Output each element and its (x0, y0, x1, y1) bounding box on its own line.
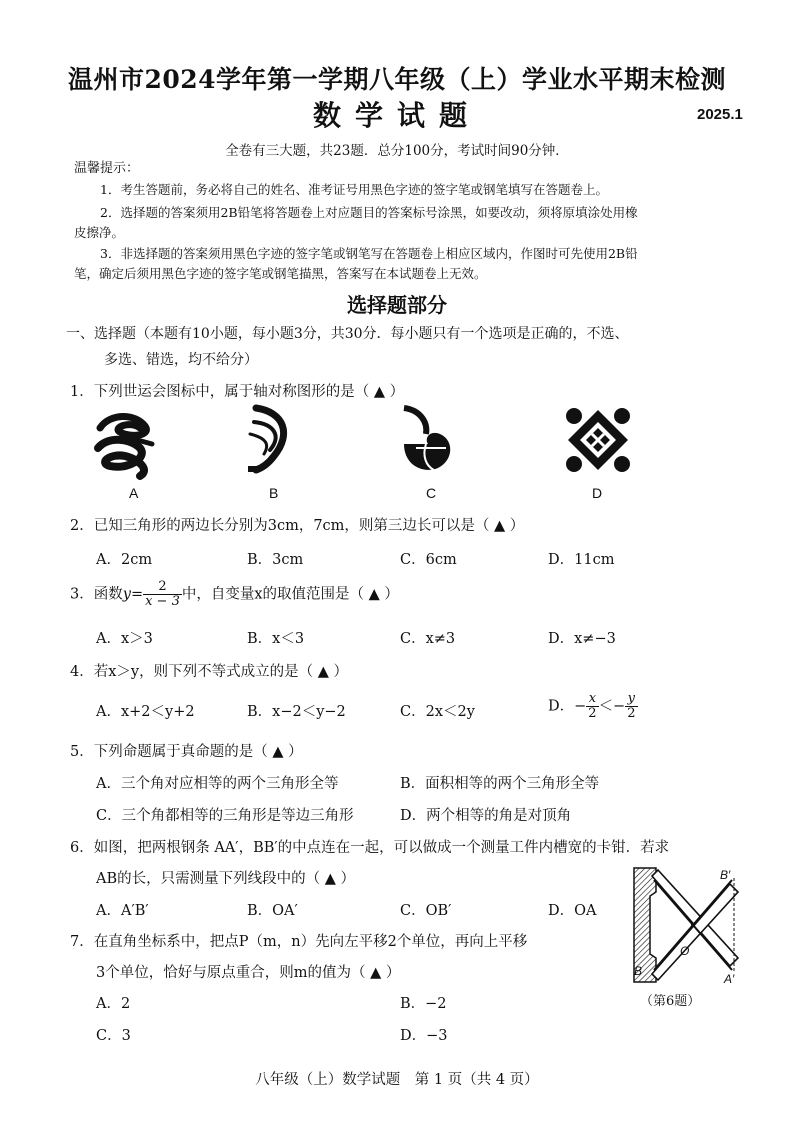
subject-title: 数学试题 (312, 99, 481, 132)
q2-option-c: C．6cm (400, 552, 457, 568)
q6-option-d: D．OA (548, 903, 597, 919)
logo-b-icon (244, 404, 294, 478)
q6-label-b-prime: B′ (720, 868, 731, 882)
q4-option-b: B．x−2＜y−2 (247, 704, 346, 720)
q1-label-a: A (129, 485, 139, 501)
q6-label-b: B (634, 964, 643, 978)
q6-label-o: O (680, 944, 690, 958)
q2-option-b: B．3cm (247, 552, 304, 568)
q3-denominator: x − 3 (145, 594, 180, 609)
exam-date: 2025.1 (697, 106, 743, 123)
logo-d-icon (562, 404, 634, 476)
q7-option-d: D．−3 (400, 1028, 448, 1044)
q5-option-c: C．三个角都相等的三角形是等边三角形 (96, 808, 354, 824)
q1-label-c: C (426, 485, 437, 501)
q6-option-a: A．A′B′ (96, 903, 149, 919)
section-instructions-line-2: 多选、错选，均不给分） (104, 352, 258, 368)
question-7-stem-line-2: 3个单位，恰好与原点重合，则m的值为（ ▲ ） (96, 965, 401, 981)
tips-heading: 温馨提示： (74, 161, 140, 176)
logo-c-icon (396, 404, 456, 476)
question-7-stem-line-1: 7．在直角坐标系中，把点P（m，n）先向左平移2个单位，再向上平移 (70, 934, 528, 950)
exam-intro: 全卷有三大题，共23题．总分100分，考试时间90分钟． (225, 143, 569, 159)
question-3-stem (70, 580, 399, 609)
page-footer: 八年级（上）数学试题 第 1 页（共 4 页） (255, 1072, 539, 1088)
tip-3-line-2: 笔，确定后须用黑色字迹的签字笔或钢笔描黑，答案写在本试题卷上无效。 (74, 266, 487, 281)
q3-eq: = (130, 586, 144, 603)
tip-2-line-1: 2．选择题的答案须用2B铅笔将答题卷上对应题目的答案标号涂黑，如要改动，须将原填涂处用橡 (100, 205, 638, 220)
q4-d-mid: ＜− (598, 698, 626, 715)
q4-d-num-1: x (586, 692, 598, 707)
q3-fraction (143, 580, 182, 609)
q5-option-a: A．三个角对应相等的两个三角形全等 (96, 776, 339, 792)
q5-option-d: D．两个相等的角是对顶角 (400, 808, 572, 824)
q4-option-c: C．2x＜2y (400, 704, 475, 720)
exam-title: 温州市2024学年第一学期八年级（上）学业水平期末检测 (67, 65, 727, 94)
q7-option-c: C．3 (96, 1028, 131, 1044)
q6-label-a-prime: A′ (724, 972, 735, 986)
section-title: 选择题部分 (347, 293, 447, 317)
q7-option-b: B．−2 (400, 996, 447, 1012)
q6-figure-caliper (626, 864, 746, 986)
q3-numerator: 2 (143, 580, 182, 595)
q6-option-c: C．OB′ (400, 903, 452, 919)
q4-d-den-1: 2 (588, 706, 597, 721)
q4-d-fraction-2 (625, 692, 637, 721)
q2-option-a: A．2cm (96, 552, 153, 568)
question-6-stem-line-2: AB的长，只需测量下列线段中的（ ▲ ） (96, 871, 355, 887)
q4-option-d (548, 692, 638, 721)
q4-d-prefix: D．− (548, 698, 587, 715)
q3-option-d: D．x≠−3 (548, 631, 616, 647)
q6-figure-caption: （第6题） (640, 994, 701, 1009)
q2-option-d: D．11cm (548, 552, 615, 568)
q3-prefix: 3．函数 (70, 586, 123, 603)
q3-option-b: B．x＜3 (247, 631, 305, 647)
question-2-stem: 2．已知三角形的两边长分别为3cm，7cm，则第三边长可以是（ ▲ ） (70, 518, 525, 534)
q1-label-b: B (269, 485, 279, 501)
question-6-stem-line-1: 6．如图，把两根钢条 AA′，BB′的中点连在一起，可以做成一个测量工件内槽宽的卡钳．若求 (70, 840, 670, 856)
q7-option-a: A．2 (96, 996, 131, 1012)
q1-label-d: D (592, 485, 603, 501)
q3-suffix: 中，自变量x的取值范围是（ ▲ ） (181, 586, 399, 603)
question-5-stem: 5．下列命题属于真命题的是（ ▲ ） (70, 744, 303, 760)
tip-2-line-2: 皮擦净。 (74, 225, 125, 240)
logo-a-icon (90, 408, 160, 480)
tip-3-line-1: 3．非选择题的答案须用黑色字迹的签字笔或钢笔写在答题卷上相应区域内，作图时可先使用2B铅 (100, 246, 638, 261)
question-4-stem: 4．若x＞y，则下列不等式成立的是（ ▲ ） (70, 664, 348, 680)
q4-d-fraction-1 (586, 692, 598, 721)
q4-d-den-2: 2 (627, 706, 636, 721)
question-1-stem: 1．下列世运会图标中，属于轴对称图形的是（ ▲ ） (70, 384, 405, 400)
q6-option-b: B．OA′ (247, 903, 298, 919)
q3-y: y (122, 586, 131, 603)
q4-option-a: A．x+2＜y+2 (96, 704, 195, 720)
q5-option-b: B．面积相等的两个三角形全等 (400, 776, 600, 792)
q3-option-c: C．x≠3 (400, 631, 456, 647)
section-instructions-line-1: 一、选择题（本题有10小题，每小题3分，共30分．每小题只有一个选项是正确的，不选、 (66, 326, 629, 342)
tip-1: 1．考生答题前，务必将自己的姓名、准考证号用黑色字迹的签字笔或钢笔填写在答题卷上。 (100, 182, 608, 197)
q4-d-num-2: y (625, 692, 637, 707)
q3-option-a: A．x＞3 (96, 631, 153, 647)
